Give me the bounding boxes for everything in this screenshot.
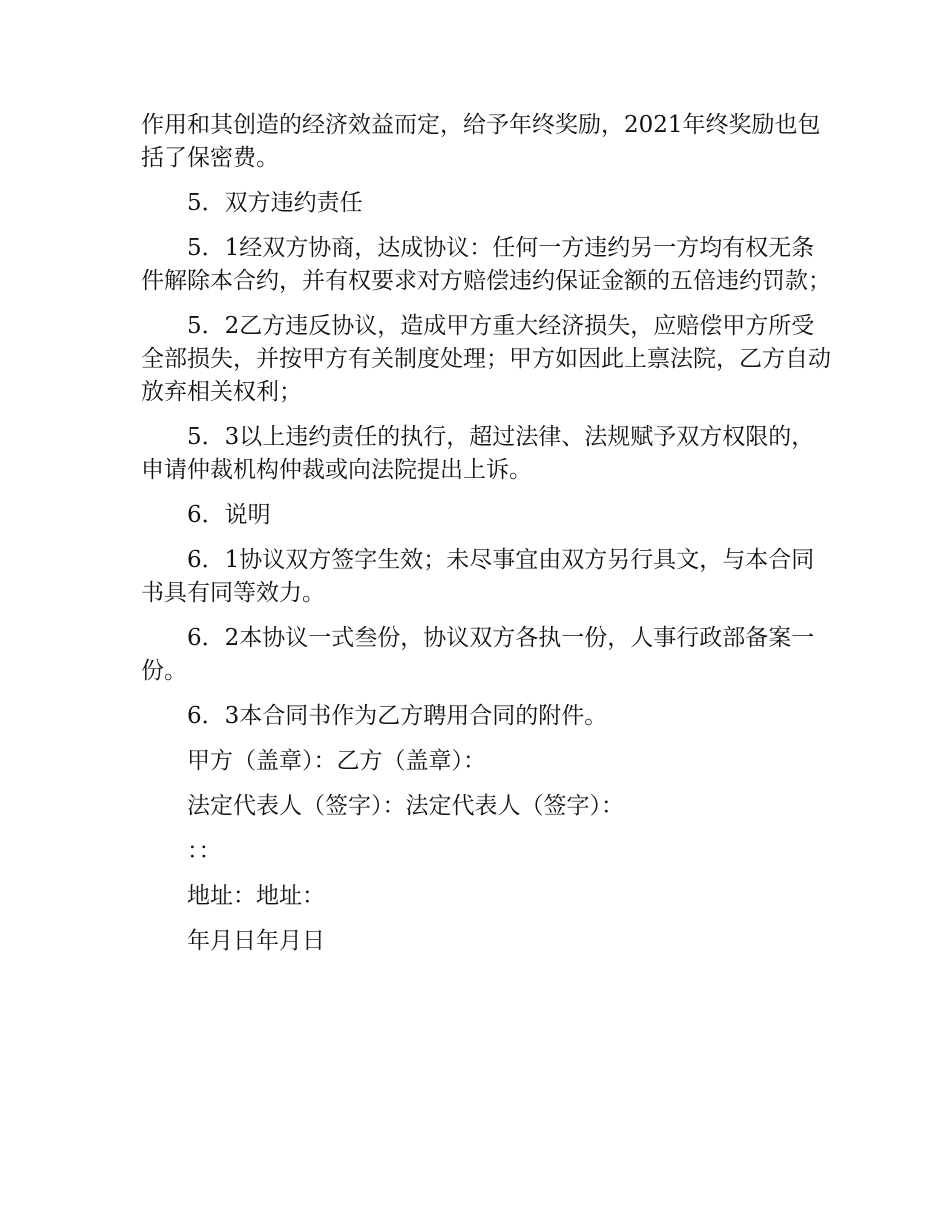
paragraph-clause-6-1: 6．1协议双方签字生效；未尽事宜由双方另行具文，与本合同书具有同等效力。 bbox=[141, 547, 815, 606]
heading-explanation: 6．说明 bbox=[187, 502, 271, 528]
signature-representative-line: 法定代表人（签字）：法定代表人（签字）： bbox=[187, 793, 624, 819]
signature-address-line: 地址：地址： bbox=[187, 883, 325, 909]
paragraph-clause-5-1: 5．1经双方协商，达成协议：任何一方违约另一方均有权无条件解除本合约，并有权要求对方赔偿违约保证金额的五倍违约罚款； bbox=[141, 235, 831, 294]
heading-breach-liability: 5．双方违约责任 bbox=[187, 190, 363, 216]
paragraph-bonus-clause-continued: 作用和其创造的经济效益而定，给予年终奖励，2021年终奖励也包括了保密费。 bbox=[141, 112, 821, 171]
paragraph-clause-5-2: 5．2乙方违反协议，造成甲方重大经济损失，应赔偿甲方所受全部损失，并按甲方有关制度处理；甲方如因此上禀法院，乙方自动放弃相关权利； bbox=[141, 313, 831, 405]
paragraph-clause-5-3: 5．3以上违约责任的执行，超过法律、法规赋予双方权限的，申请仲裁机构仲裁或向法院提出上诉。 bbox=[141, 424, 815, 483]
signature-blank-line: ：： bbox=[187, 838, 222, 864]
document-body bbox=[141, 109, 831, 970]
paragraph-clause-6-3: 6．3本合同书作为乙方聘用合同的附件。 bbox=[187, 703, 608, 729]
paragraph-clause-6-2: 6．2本协议一式叁份，协议双方各执一份，人事行政部备案一份。 bbox=[141, 625, 815, 684]
signature-seal-line: 甲方（盖章）：乙方（盖章）： bbox=[187, 748, 486, 774]
signature-date-line: 年月日年月日 bbox=[187, 928, 325, 954]
